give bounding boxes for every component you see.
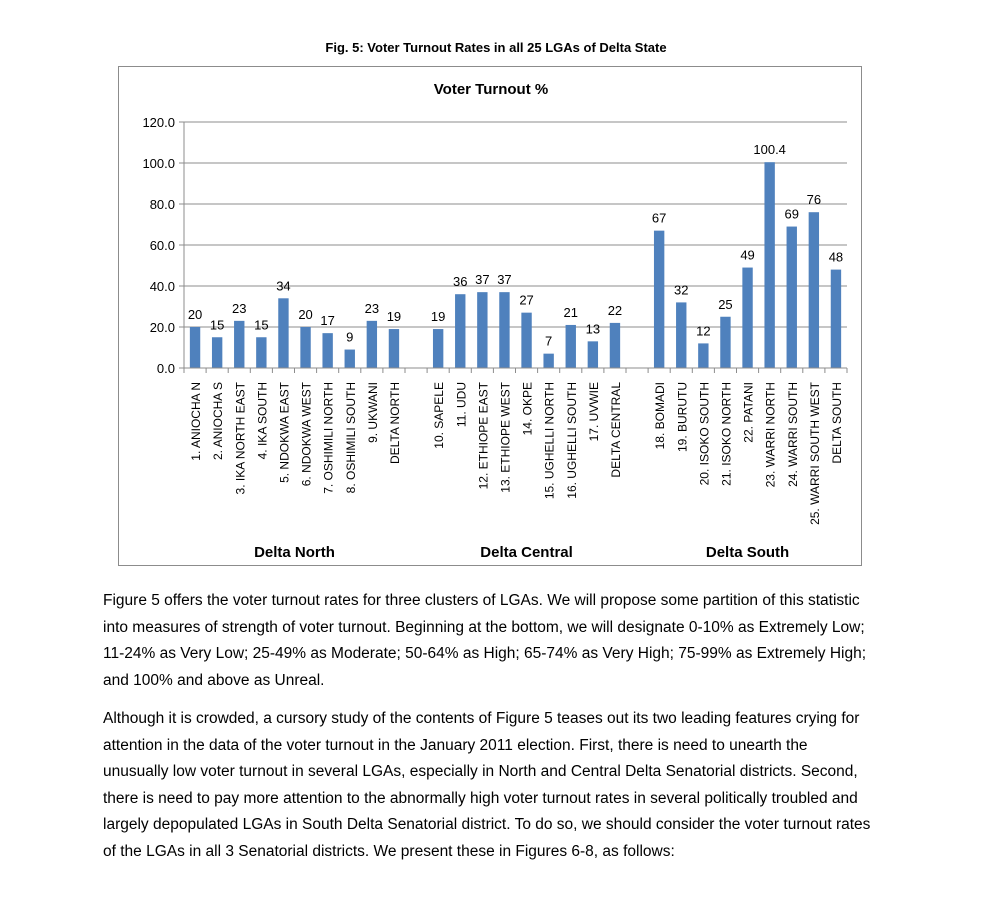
category-label: 22. PATANI <box>741 382 756 443</box>
data-label: 69 <box>784 206 799 222</box>
data-label: 37 <box>475 272 490 288</box>
category-label: 9. UKWANI <box>365 382 380 443</box>
data-label: 76 <box>806 192 822 208</box>
data-label: 100.4 <box>753 142 786 158</box>
bar <box>322 333 332 368</box>
paragraph-1-text: Figure 5 offers the voter turnout rates for three clusters of LGAs. We will propose some partition of this statistic into measures of strength of voter turnout. Beginning at the bottom, we will designate 0-10% as Extremely Low; 11-24% as Very Low; 25-49% as Moderate; 50-64% as High; 65-74% as Very High; 75-99% as Extremely High; and 100% and above as Unreal. <box>103 592 867 689</box>
bar <box>610 323 620 368</box>
data-label: 13 <box>585 321 601 337</box>
data-label: 19 <box>430 309 446 325</box>
voter-turnout-chart <box>118 66 862 566</box>
y-tick-label: 60.0 <box>149 238 175 253</box>
y-tick-label: 20.0 <box>149 320 175 335</box>
category-label: 19. BURUTU <box>675 382 690 453</box>
bar <box>720 317 730 368</box>
bar <box>543 354 553 368</box>
bar <box>676 302 686 368</box>
paragraph-2-text: Although it is crowded, a cursory study of the contents of Figure 5 teases out its two leading features crying for attention in the data of the voter turnout in the January 2011 election. First, there is need to unearth the unusually low voter turnout in several LGAs, especially in North and Central Delta Senatorial districts. Second, there is need to pay more attention to the abnormally high voter turnout rates in several politically troubled and largely depopulated LGAs in South Delta Senatorial district. To do so, we should consider the voter turnout rates of the LGAs in all 3 Senatorial districts. We present these in Figures 6-8, as follows: <box>103 710 871 860</box>
bar <box>367 321 377 368</box>
y-tick-label: 80.0 <box>149 197 175 212</box>
category-label: 5. NDOKWA EAST <box>277 382 292 483</box>
category-label: 21. ISOKO NORTH <box>719 382 734 486</box>
data-label: 48 <box>828 249 844 265</box>
data-label: 27 <box>519 292 534 308</box>
y-tick-label: 0.0 <box>156 361 175 376</box>
category-label: 17. UVWIE <box>586 381 601 442</box>
data-label: 49 <box>740 247 755 263</box>
bar <box>278 298 288 368</box>
bar <box>389 329 399 368</box>
category-label: 24. WARRI SOUTH <box>785 382 800 487</box>
category-label: 4. IKA SOUTH <box>255 382 270 460</box>
category-label: 25. WARRI SOUTH WEST <box>807 382 822 525</box>
bar <box>742 268 752 368</box>
bar <box>455 294 465 368</box>
bar <box>521 313 531 368</box>
category-label: 10. SAPELE <box>432 382 447 449</box>
bar <box>433 329 443 368</box>
category-label: 12. ETHIOPE EAST <box>476 382 491 490</box>
data-label: 15 <box>209 317 225 333</box>
category-label: 11. UDU <box>454 382 469 428</box>
bar <box>809 212 819 368</box>
bar <box>190 327 200 368</box>
category-label: 3. IKA NORTH EAST <box>233 382 248 495</box>
data-label: 20 <box>187 307 203 322</box>
bar <box>256 337 266 368</box>
y-tick-label: 40.0 <box>149 279 175 294</box>
bar <box>234 321 244 368</box>
category-label: DELTA CENTRAL <box>608 382 623 478</box>
data-label: 7 <box>545 333 553 349</box>
chart-title: Voter Turnout % <box>433 81 549 98</box>
paragraph-2 <box>103 706 873 865</box>
data-label: 67 <box>651 210 667 226</box>
bar <box>588 341 598 368</box>
bar <box>787 227 797 368</box>
bar <box>698 343 708 368</box>
data-label: 19 <box>386 309 402 325</box>
category-label: 16. UGHELLI SOUTH <box>564 382 579 499</box>
bar <box>764 162 774 368</box>
group-label: Delta South <box>705 544 790 561</box>
data-label: 21 <box>563 304 578 320</box>
category-label: 23. WARRI NORTH <box>763 382 778 488</box>
category-label: 15. UGHELLI NORTH <box>542 382 557 500</box>
bar <box>212 337 222 368</box>
category-label: DELTA NORTH <box>387 382 402 465</box>
data-label: 20 <box>298 307 313 322</box>
data-label: 23 <box>232 300 247 316</box>
y-tick-label: 100.0 <box>142 156 175 171</box>
category-label: 8. OSHIMILI SOUTH <box>343 382 358 494</box>
data-label: 25 <box>718 296 733 312</box>
data-label: 15 <box>254 317 269 333</box>
bar <box>831 270 841 368</box>
data-label: 22 <box>607 302 623 318</box>
paragraph-1 <box>103 588 873 694</box>
bar <box>300 327 310 368</box>
data-label: 9 <box>346 329 354 345</box>
bar <box>499 292 509 368</box>
data-label: 34 <box>276 278 291 294</box>
y-tick-label: 120.0 <box>142 115 175 130</box>
category-label: 20. ISOKO SOUTH <box>697 382 712 486</box>
category-label: 7. OSHIMILI NORTH <box>321 382 336 494</box>
category-label: 13. ETHIOPE WEST <box>498 382 513 493</box>
data-label: 17 <box>320 313 335 329</box>
data-label: 12 <box>696 323 711 339</box>
category-label: 6. NDOKWA WEST <box>299 382 314 487</box>
category-label: DELTA SOUTH <box>829 382 844 464</box>
group-label: Delta North <box>254 544 335 561</box>
category-label: 18. BOMADI <box>653 382 668 450</box>
data-label: 32 <box>674 282 689 298</box>
category-label: 14. OKPE <box>520 382 535 436</box>
group-label: Delta Central <box>480 544 573 561</box>
bar <box>654 231 664 368</box>
data-label: 23 <box>364 300 380 316</box>
bar <box>345 350 355 368</box>
category-label: 1. ANIOCHA N <box>189 382 204 461</box>
bar <box>566 325 576 368</box>
category-label: 2. ANIOCHA S <box>211 382 226 461</box>
data-label: 36 <box>453 274 468 290</box>
figure-caption: Fig. 5: Voter Turnout Rates in all 25 LGAs of Delta State <box>325 40 667 55</box>
data-label: 37 <box>497 272 512 288</box>
bar <box>477 292 487 368</box>
